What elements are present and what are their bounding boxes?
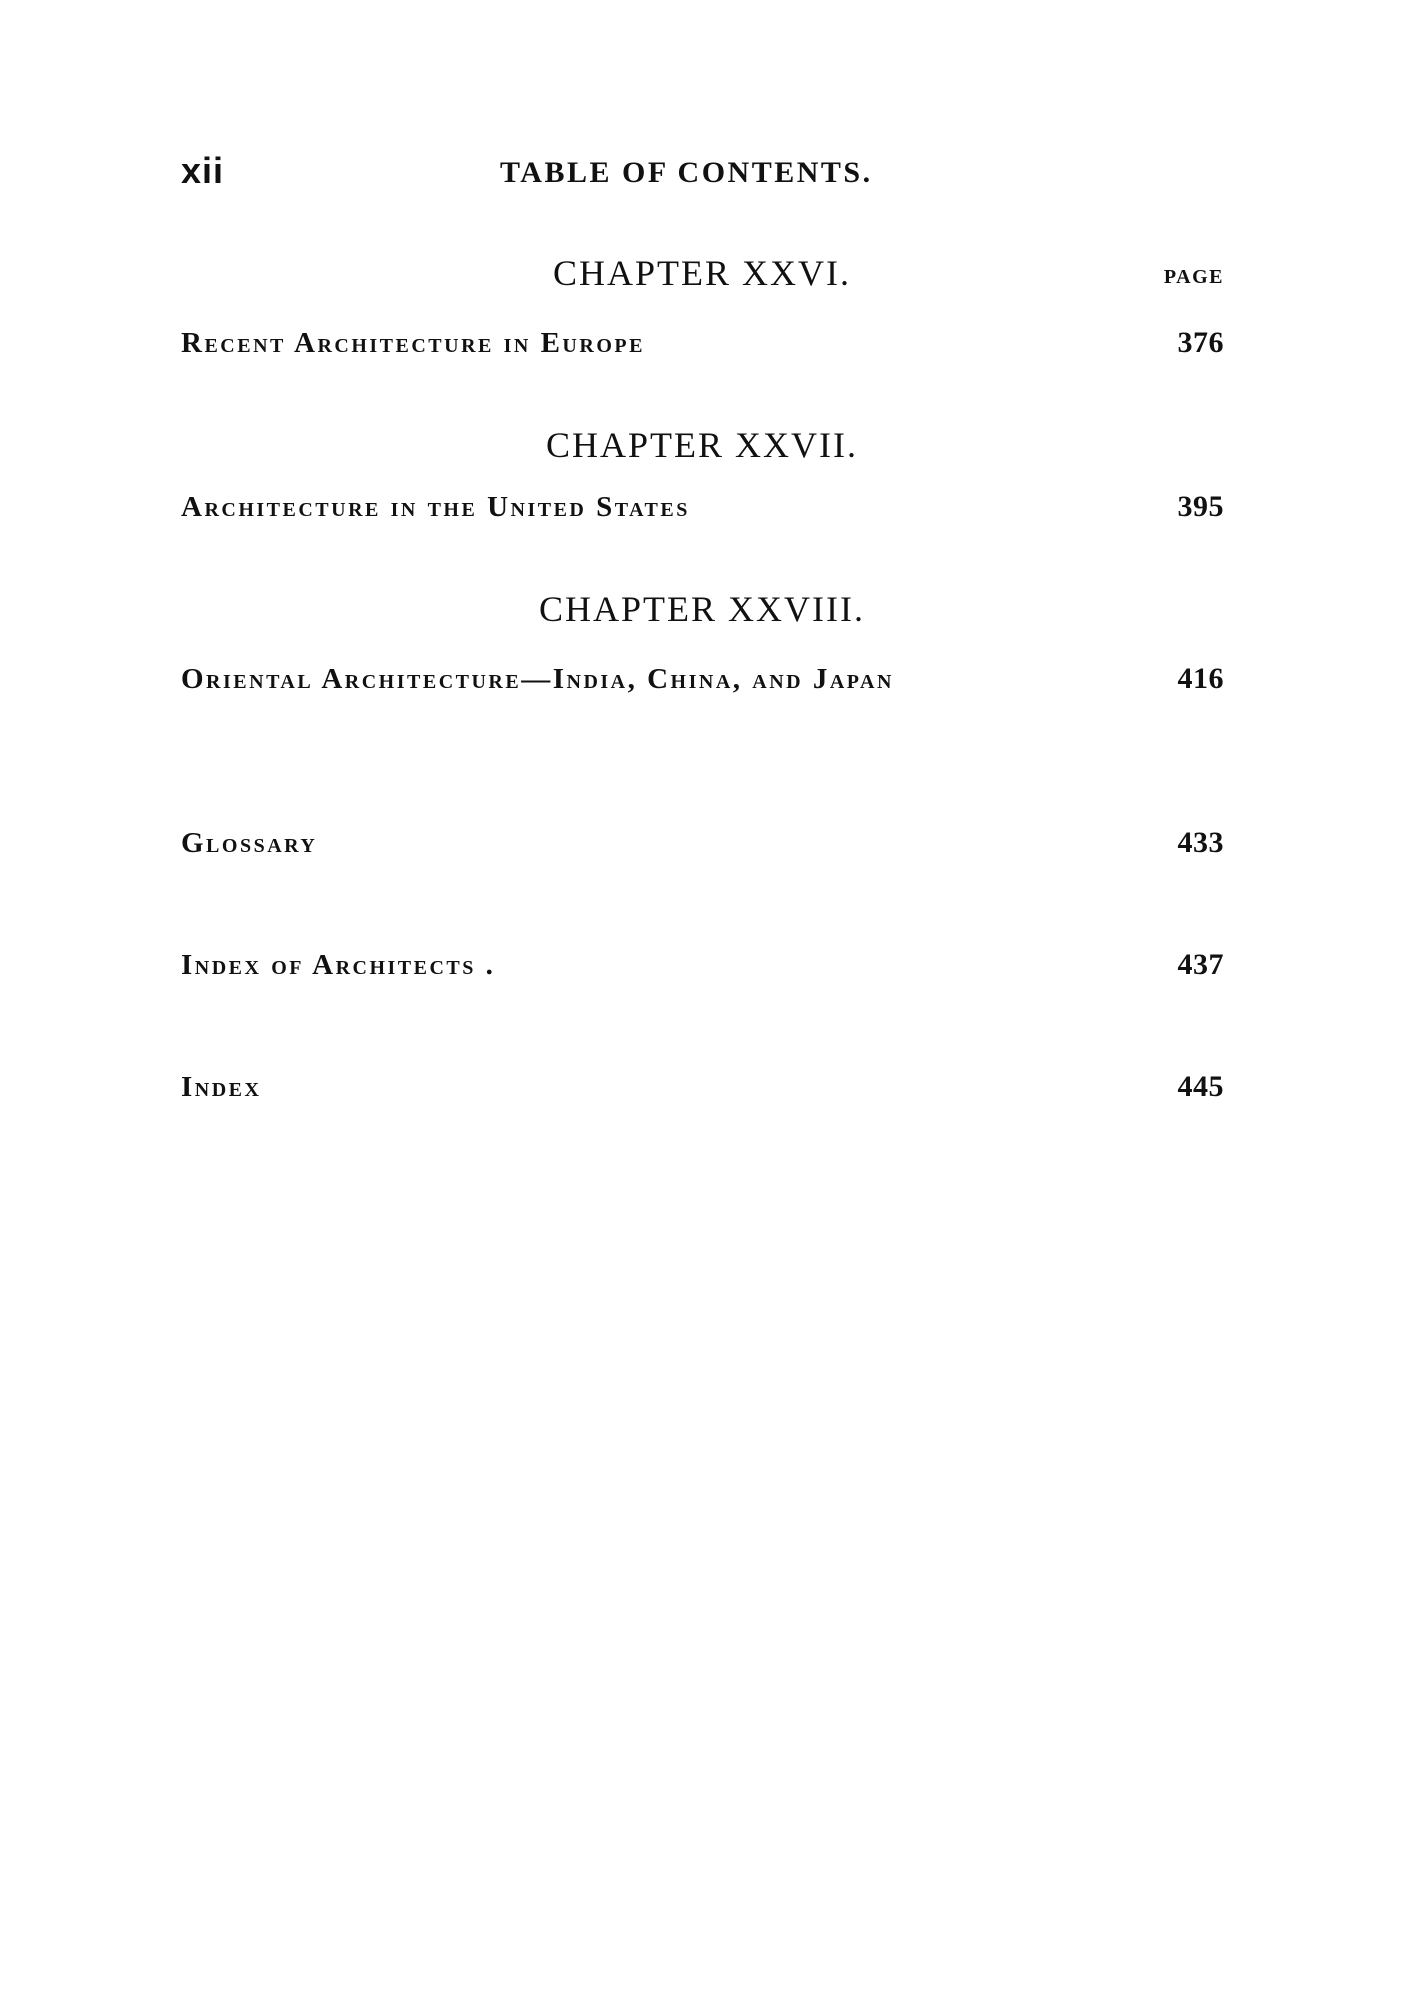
chapter-heading: CHAPTER XXVII. bbox=[546, 425, 858, 465]
chapter-heading: CHAPTER XXVIII. bbox=[539, 589, 865, 629]
chapter-heading: CHAPTER XXVI. bbox=[552, 253, 851, 293]
toc-entry bbox=[181, 484, 1224, 524]
toc-entry-title: Index bbox=[181, 1071, 262, 1103]
toc-entry-title: Architecture in the United States bbox=[181, 491, 690, 523]
toc-entry-page: 445 bbox=[1177, 1070, 1224, 1103]
running-head: TABLE OF CONTENTS. bbox=[500, 156, 873, 189]
toc-entry bbox=[181, 942, 1224, 982]
toc-entry-page: 437 bbox=[1177, 948, 1224, 981]
toc-entry-title: Index of Architects . bbox=[181, 949, 496, 981]
page-number: xii bbox=[181, 150, 225, 191]
toc-entry-title: Glossary bbox=[181, 827, 318, 859]
toc-entry bbox=[181, 320, 1224, 360]
toc-entry-page: 433 bbox=[1177, 826, 1224, 859]
toc-entry-title: Oriental Architecture—India, China, and Japan bbox=[181, 663, 894, 695]
toc-entry bbox=[181, 820, 1224, 860]
toc-entry-page: 416 bbox=[1177, 662, 1224, 695]
page-column-label: PAGE bbox=[1163, 266, 1224, 288]
toc-entry bbox=[181, 656, 1224, 696]
toc-entry-page: 395 bbox=[1177, 490, 1224, 523]
toc-entry-title: Recent Architecture in Europe bbox=[181, 327, 645, 359]
toc-entry-page: 376 bbox=[1177, 326, 1224, 359]
toc-entry bbox=[181, 1064, 1224, 1104]
